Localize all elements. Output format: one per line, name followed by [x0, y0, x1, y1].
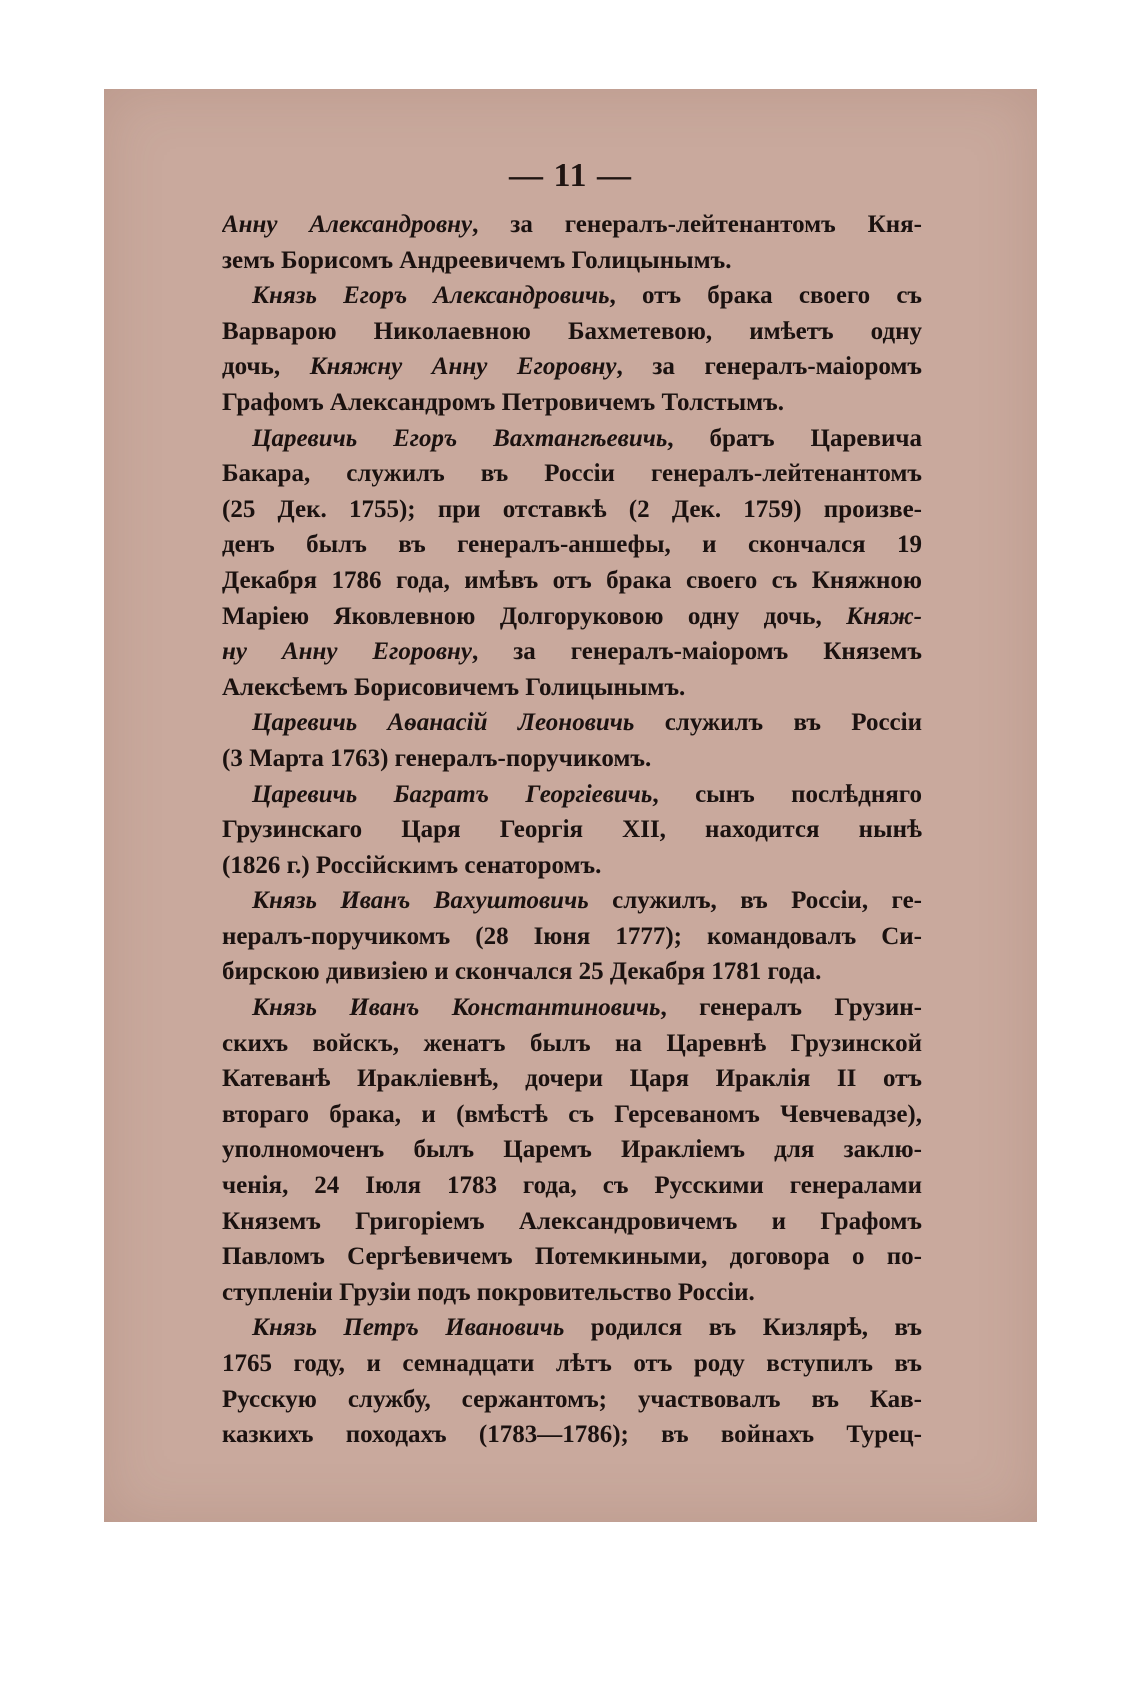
text-line [222, 1275, 922, 1311]
text-run: Княземъ Григоріемъ Александровичемъ и Графомъ [222, 1207, 922, 1235]
text-run: Павломъ Сергѣевичемъ Потемкиными, договора о по- [222, 1243, 922, 1271]
person-name: Князь Иванъ Константиновичь [252, 994, 661, 1022]
text-run: (3 Марта 1763) генералъ-поручикомъ. [222, 744, 652, 772]
text-run: Декабря 1786 года, имѣвъ отъ брака своего съ Княжною [222, 566, 922, 594]
text-line [222, 1382, 922, 1418]
text-run: денъ былъ въ генералъ-аншефы, и скончался 19 [222, 531, 922, 559]
text-run: Маріею Яковлевною Долгоруковою одну дочь, [222, 602, 847, 630]
person-name: Анну Александровну [222, 211, 473, 238]
text-line [222, 207, 922, 243]
text-line [222, 1132, 922, 1168]
text-line [222, 634, 922, 670]
text-run: дочь, [222, 353, 310, 381]
text-line [222, 1346, 922, 1382]
person-name: Князь Петръ Ивановичь [252, 1314, 565, 1342]
text-line [222, 1097, 922, 1133]
text-line [222, 705, 922, 741]
text-line [222, 777, 922, 813]
text-line [222, 599, 922, 635]
text-run: бирскою дивизіею и скончался 25 Декабря 1781 года. [222, 958, 822, 986]
text-line [222, 1310, 922, 1346]
text-line [222, 670, 922, 706]
text-run: втораго брака, и (вмѣстѣ съ Герсеваномъ Чевчевадзе), [222, 1100, 922, 1128]
text-line [222, 456, 922, 492]
person-name: ну Анну Егоровну [222, 638, 472, 666]
text-line [222, 1168, 922, 1204]
text-line [222, 954, 922, 990]
text-line [222, 492, 922, 528]
text-run: , братъ Царевича [667, 424, 922, 452]
text-line [222, 1061, 922, 1097]
text-run: уполномоченъ былъ Царемъ Иракліемъ для заклю- [222, 1136, 922, 1164]
text-run: Графомъ Александромъ Петровичемъ Толстымъ. [222, 388, 784, 416]
text-line [222, 883, 922, 919]
text-line [222, 278, 922, 314]
text-line [222, 1417, 922, 1453]
text-line [222, 421, 922, 457]
page-text [222, 207, 922, 1453]
text-run: ступленіи Грузіи подъ покровительство Россіи. [222, 1278, 755, 1306]
text-run: земъ Борисомъ Андреевичемъ Голицынымъ. [222, 246, 732, 274]
text-line [222, 243, 922, 279]
text-run: , отъ брака своего съ [609, 282, 922, 310]
text-run: Алексѣемъ Борисовичемъ Голицынымъ. [222, 673, 686, 701]
text-run: ченія, 24 Іюля 1783 года, съ Русскими генералами [222, 1172, 922, 1200]
text-run: , генералъ Грузин- [660, 994, 922, 1022]
text-run: служилъ, въ Россіи, ге- [588, 887, 922, 915]
text-line [222, 919, 922, 955]
text-run: Грузинскаго Царя Георгія XII, находится нынѣ [222, 816, 922, 844]
text-line [222, 527, 922, 563]
text-run: родился въ Кизлярѣ, въ [564, 1314, 922, 1342]
person-name: Царевичь Егоръ Вахтангѣевичь [252, 424, 668, 452]
text-line [222, 848, 922, 884]
person-name: Царевичь Багратъ Георгіевичь [252, 780, 653, 808]
text-run: Варварою Николаевною Бахметевою, имѣетъ одну [222, 317, 922, 345]
text-line [222, 1239, 922, 1275]
text-run: 1765 году, и семнадцати лѣтъ отъ роду вступилъ въ [222, 1350, 922, 1377]
book-page [104, 89, 1037, 1522]
text-run: Катеванѣ Ираклiевнѣ, дочери Царя Ираклія II отъ [222, 1065, 922, 1093]
text-run: , за генералъ-маіоромъ [616, 353, 922, 381]
text-line [222, 314, 922, 350]
person-name: Князь Егоръ Александровичь [252, 282, 610, 310]
text-line [222, 1026, 922, 1062]
text-run: Бакара, служилъ въ Россіи генералъ-лейтенантомъ [222, 460, 922, 488]
text-run: (1826 г.) Россійскимъ сенаторомъ. [222, 851, 602, 879]
text-run: Русскую службу, сержантомъ; участвовалъ въ Кав- [222, 1385, 922, 1413]
text-run: скихъ войскъ, женатъ былъ на Царевнѣ Грузинской [222, 1029, 922, 1057]
person-name: Княжну Анну Егоровну [309, 353, 617, 381]
person-name: Царевичь Аѳанасій Леоновичь [252, 709, 635, 737]
text-line [222, 990, 922, 1026]
text-line [222, 741, 922, 777]
text-line [222, 385, 922, 421]
text-run: , за генералъ-лейтенантомъ Кня- [472, 211, 922, 238]
text-run: нералъ-поручикомъ (28 Іюня 1777); командовалъ Си- [222, 922, 922, 950]
text-line [222, 1204, 922, 1240]
text-run: (25 Дек. 1755); при отставкѣ (2 Дек. 1759) произве- [222, 495, 922, 523]
text-run: , сынъ послѣдняго [652, 780, 922, 808]
text-line [222, 563, 922, 599]
text-run: казкихъ походахъ (1783—1786); въ войнахъ Турец- [222, 1421, 922, 1449]
text-run: , за генералъ-маіоромъ Княземъ [472, 638, 922, 666]
text-run: служилъ въ Россіи [634, 709, 922, 737]
person-name: Князь Иванъ Вахуштовичь [252, 887, 589, 915]
person-name: Княж- [846, 602, 922, 630]
page-number: — 11 — [508, 157, 633, 194]
text-line [222, 812, 922, 848]
text-line [222, 349, 922, 385]
